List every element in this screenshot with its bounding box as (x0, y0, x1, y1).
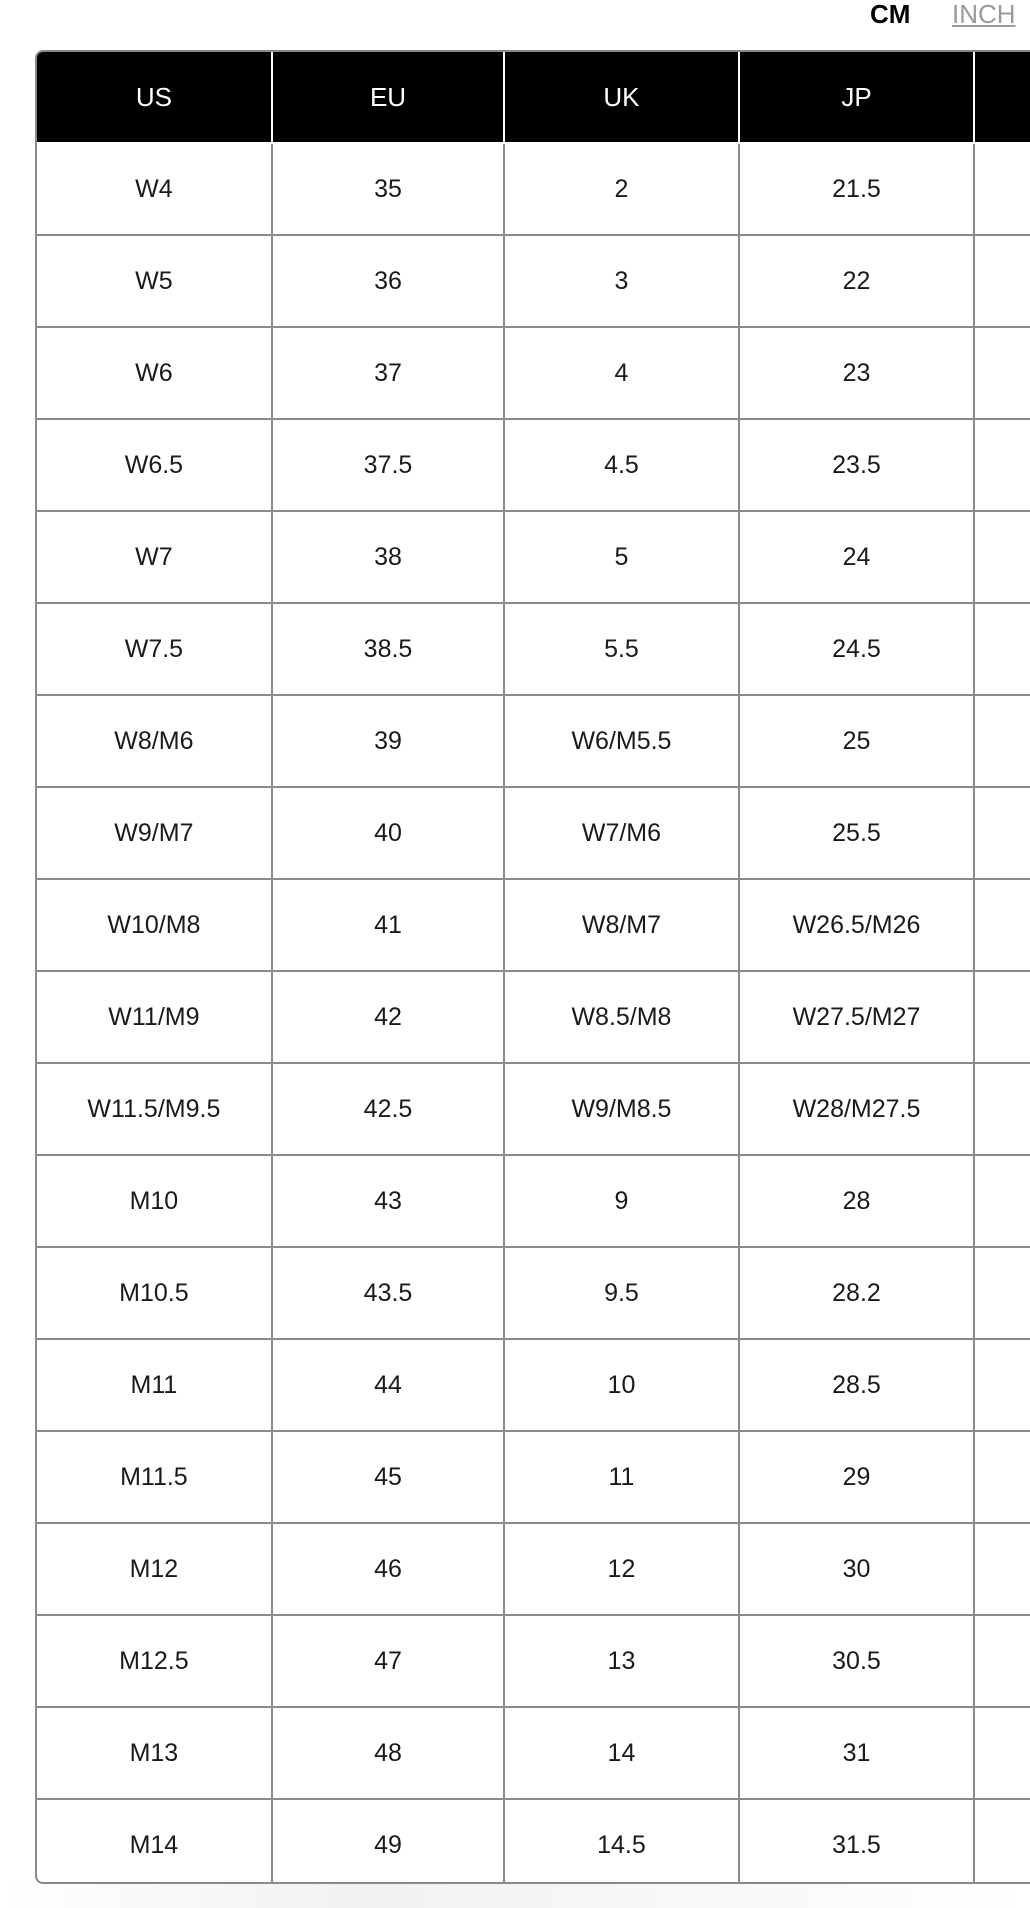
table-cell (974, 327, 1030, 419)
bottom-scroll-shadow (0, 1884, 1030, 1908)
table-row (36, 1799, 1030, 1884)
table-cell: W8/M7 (504, 879, 738, 971)
table-cell: 36 (272, 235, 504, 327)
table-cell: 4.5 (504, 419, 738, 511)
table-cell: 38.5 (272, 603, 504, 695)
table-row (36, 1339, 1030, 1431)
table-cell: 42.5 (272, 1063, 504, 1155)
table-cell: 14 (504, 1707, 738, 1799)
table-cell: W28/M27.5 (739, 1063, 975, 1155)
table-row (36, 787, 1030, 879)
table-cell: 44 (272, 1339, 504, 1431)
table-cell: W11/M9 (36, 971, 272, 1063)
table-cell (974, 1523, 1030, 1615)
table-cell: 47 (272, 1615, 504, 1707)
table-cell: 45 (272, 1431, 504, 1523)
col-us-header: US (36, 51, 272, 143)
table-row (36, 1431, 1030, 1523)
table-cell: 10 (504, 1339, 738, 1431)
table-cell: 14.5 (504, 1799, 738, 1884)
table-cell: M12 (36, 1523, 272, 1615)
table-row (36, 1615, 1030, 1707)
table-cell: 31 (739, 1707, 975, 1799)
table-cell: W9/M8.5 (504, 1063, 738, 1155)
table-cell: 48 (272, 1707, 504, 1799)
col-uk-header: UK (504, 51, 738, 143)
table-cell: 9 (504, 1155, 738, 1247)
table-cell: 30 (739, 1523, 975, 1615)
size-table-container (35, 50, 1030, 1884)
table-cell (974, 1339, 1030, 1431)
table-cell: M10 (36, 1155, 272, 1247)
table-cell: 23 (739, 327, 975, 419)
table-cell (974, 1155, 1030, 1247)
table-cell: 23.5 (739, 419, 975, 511)
table-cell: 28.5 (739, 1339, 975, 1431)
table-cell: 21.5 (739, 143, 975, 235)
table-cell: 24.5 (739, 603, 975, 695)
table-cell: 24 (739, 511, 975, 603)
table-row (36, 603, 1030, 695)
table-cell: 41 (272, 879, 504, 971)
table-cell (974, 695, 1030, 787)
table-cell: 42 (272, 971, 504, 1063)
table-cell: 39 (272, 695, 504, 787)
unit-toggle (870, 0, 1030, 30)
table-cell: M13 (36, 1707, 272, 1799)
table-cell: 38 (272, 511, 504, 603)
table-cell (974, 603, 1030, 695)
table-cell: W6.5 (36, 419, 272, 511)
table-cell (974, 1247, 1030, 1339)
table-cell: 49 (272, 1799, 504, 1884)
table-cell: 2 (504, 143, 738, 235)
table-cell: W8/M6 (36, 695, 272, 787)
table-row (36, 1523, 1030, 1615)
table-cell: W4 (36, 143, 272, 235)
table-cell: 35 (272, 143, 504, 235)
table-cell (974, 1063, 1030, 1155)
table-cell: 46 (272, 1523, 504, 1615)
table-cell: 5.5 (504, 603, 738, 695)
col-jp-header: JP (739, 51, 975, 143)
table-row (36, 1707, 1030, 1799)
table-cell (974, 235, 1030, 327)
table-cell: 25 (739, 695, 975, 787)
table-cell: 43 (272, 1155, 504, 1247)
table-cell: 11 (504, 1431, 738, 1523)
table-row (36, 327, 1030, 419)
table-cell: W7 (36, 511, 272, 603)
table-cell (974, 971, 1030, 1063)
table-row (36, 1063, 1030, 1155)
table-cell: M11.5 (36, 1431, 272, 1523)
table-header-row (36, 51, 1030, 143)
table-cell: 30.5 (739, 1615, 975, 1707)
table-row (36, 1155, 1030, 1247)
unit-inch-link[interactable]: INCH (952, 0, 1016, 29)
table-cell (974, 511, 1030, 603)
table-cell: M10.5 (36, 1247, 272, 1339)
table-cell: W9/M7 (36, 787, 272, 879)
table-cell: 37 (272, 327, 504, 419)
table-cell (974, 1431, 1030, 1523)
table-cell: W8.5/M8 (504, 971, 738, 1063)
table-row (36, 143, 1030, 235)
table-cell: M11 (36, 1339, 272, 1431)
table-cell (974, 419, 1030, 511)
table-cell: W10/M8 (36, 879, 272, 971)
table-cell: 22 (739, 235, 975, 327)
table-cell: 28.2 (739, 1247, 975, 1339)
table-cell: 3 (504, 235, 738, 327)
table-row (36, 695, 1030, 787)
col-eu-header: EU (272, 51, 504, 143)
table-cell: 9.5 (504, 1247, 738, 1339)
unit-cm-button[interactable]: CM (870, 0, 911, 29)
table-cell (974, 1799, 1030, 1884)
table-cell: 12 (504, 1523, 738, 1615)
table-cell: W7/M6 (504, 787, 738, 879)
table-row (36, 971, 1030, 1063)
table-cell: W7.5 (36, 603, 272, 695)
table-row (36, 235, 1030, 327)
table-cell: W11.5/M9.5 (36, 1063, 272, 1155)
table-cell: M12.5 (36, 1615, 272, 1707)
table-cell (974, 1615, 1030, 1707)
table-cell: 40 (272, 787, 504, 879)
table-cell (974, 143, 1030, 235)
table-row (36, 419, 1030, 511)
table-cell (974, 879, 1030, 971)
col-extra-header (974, 51, 1030, 143)
table-cell: 4 (504, 327, 738, 419)
table-cell: M14 (36, 1799, 272, 1884)
table-cell: 5 (504, 511, 738, 603)
table-cell: 31.5 (739, 1799, 975, 1884)
table-row (36, 1247, 1030, 1339)
table-cell (974, 787, 1030, 879)
table-cell: W27.5/M27 (739, 971, 975, 1063)
table-cell: 43.5 (272, 1247, 504, 1339)
table-cell: W26.5/M26 (739, 879, 975, 971)
table-cell: 25.5 (739, 787, 975, 879)
table-cell: 28 (739, 1155, 975, 1247)
table-row (36, 511, 1030, 603)
table-cell: 37.5 (272, 419, 504, 511)
table-cell: W5 (36, 235, 272, 327)
table-cell: W6/M5.5 (504, 695, 738, 787)
table-row (36, 879, 1030, 971)
table-cell (974, 1707, 1030, 1799)
table-cell: 13 (504, 1615, 738, 1707)
table-cell: 29 (739, 1431, 975, 1523)
table-cell: W6 (36, 327, 272, 419)
size-table (35, 50, 1030, 1884)
table-body (36, 143, 1030, 1884)
